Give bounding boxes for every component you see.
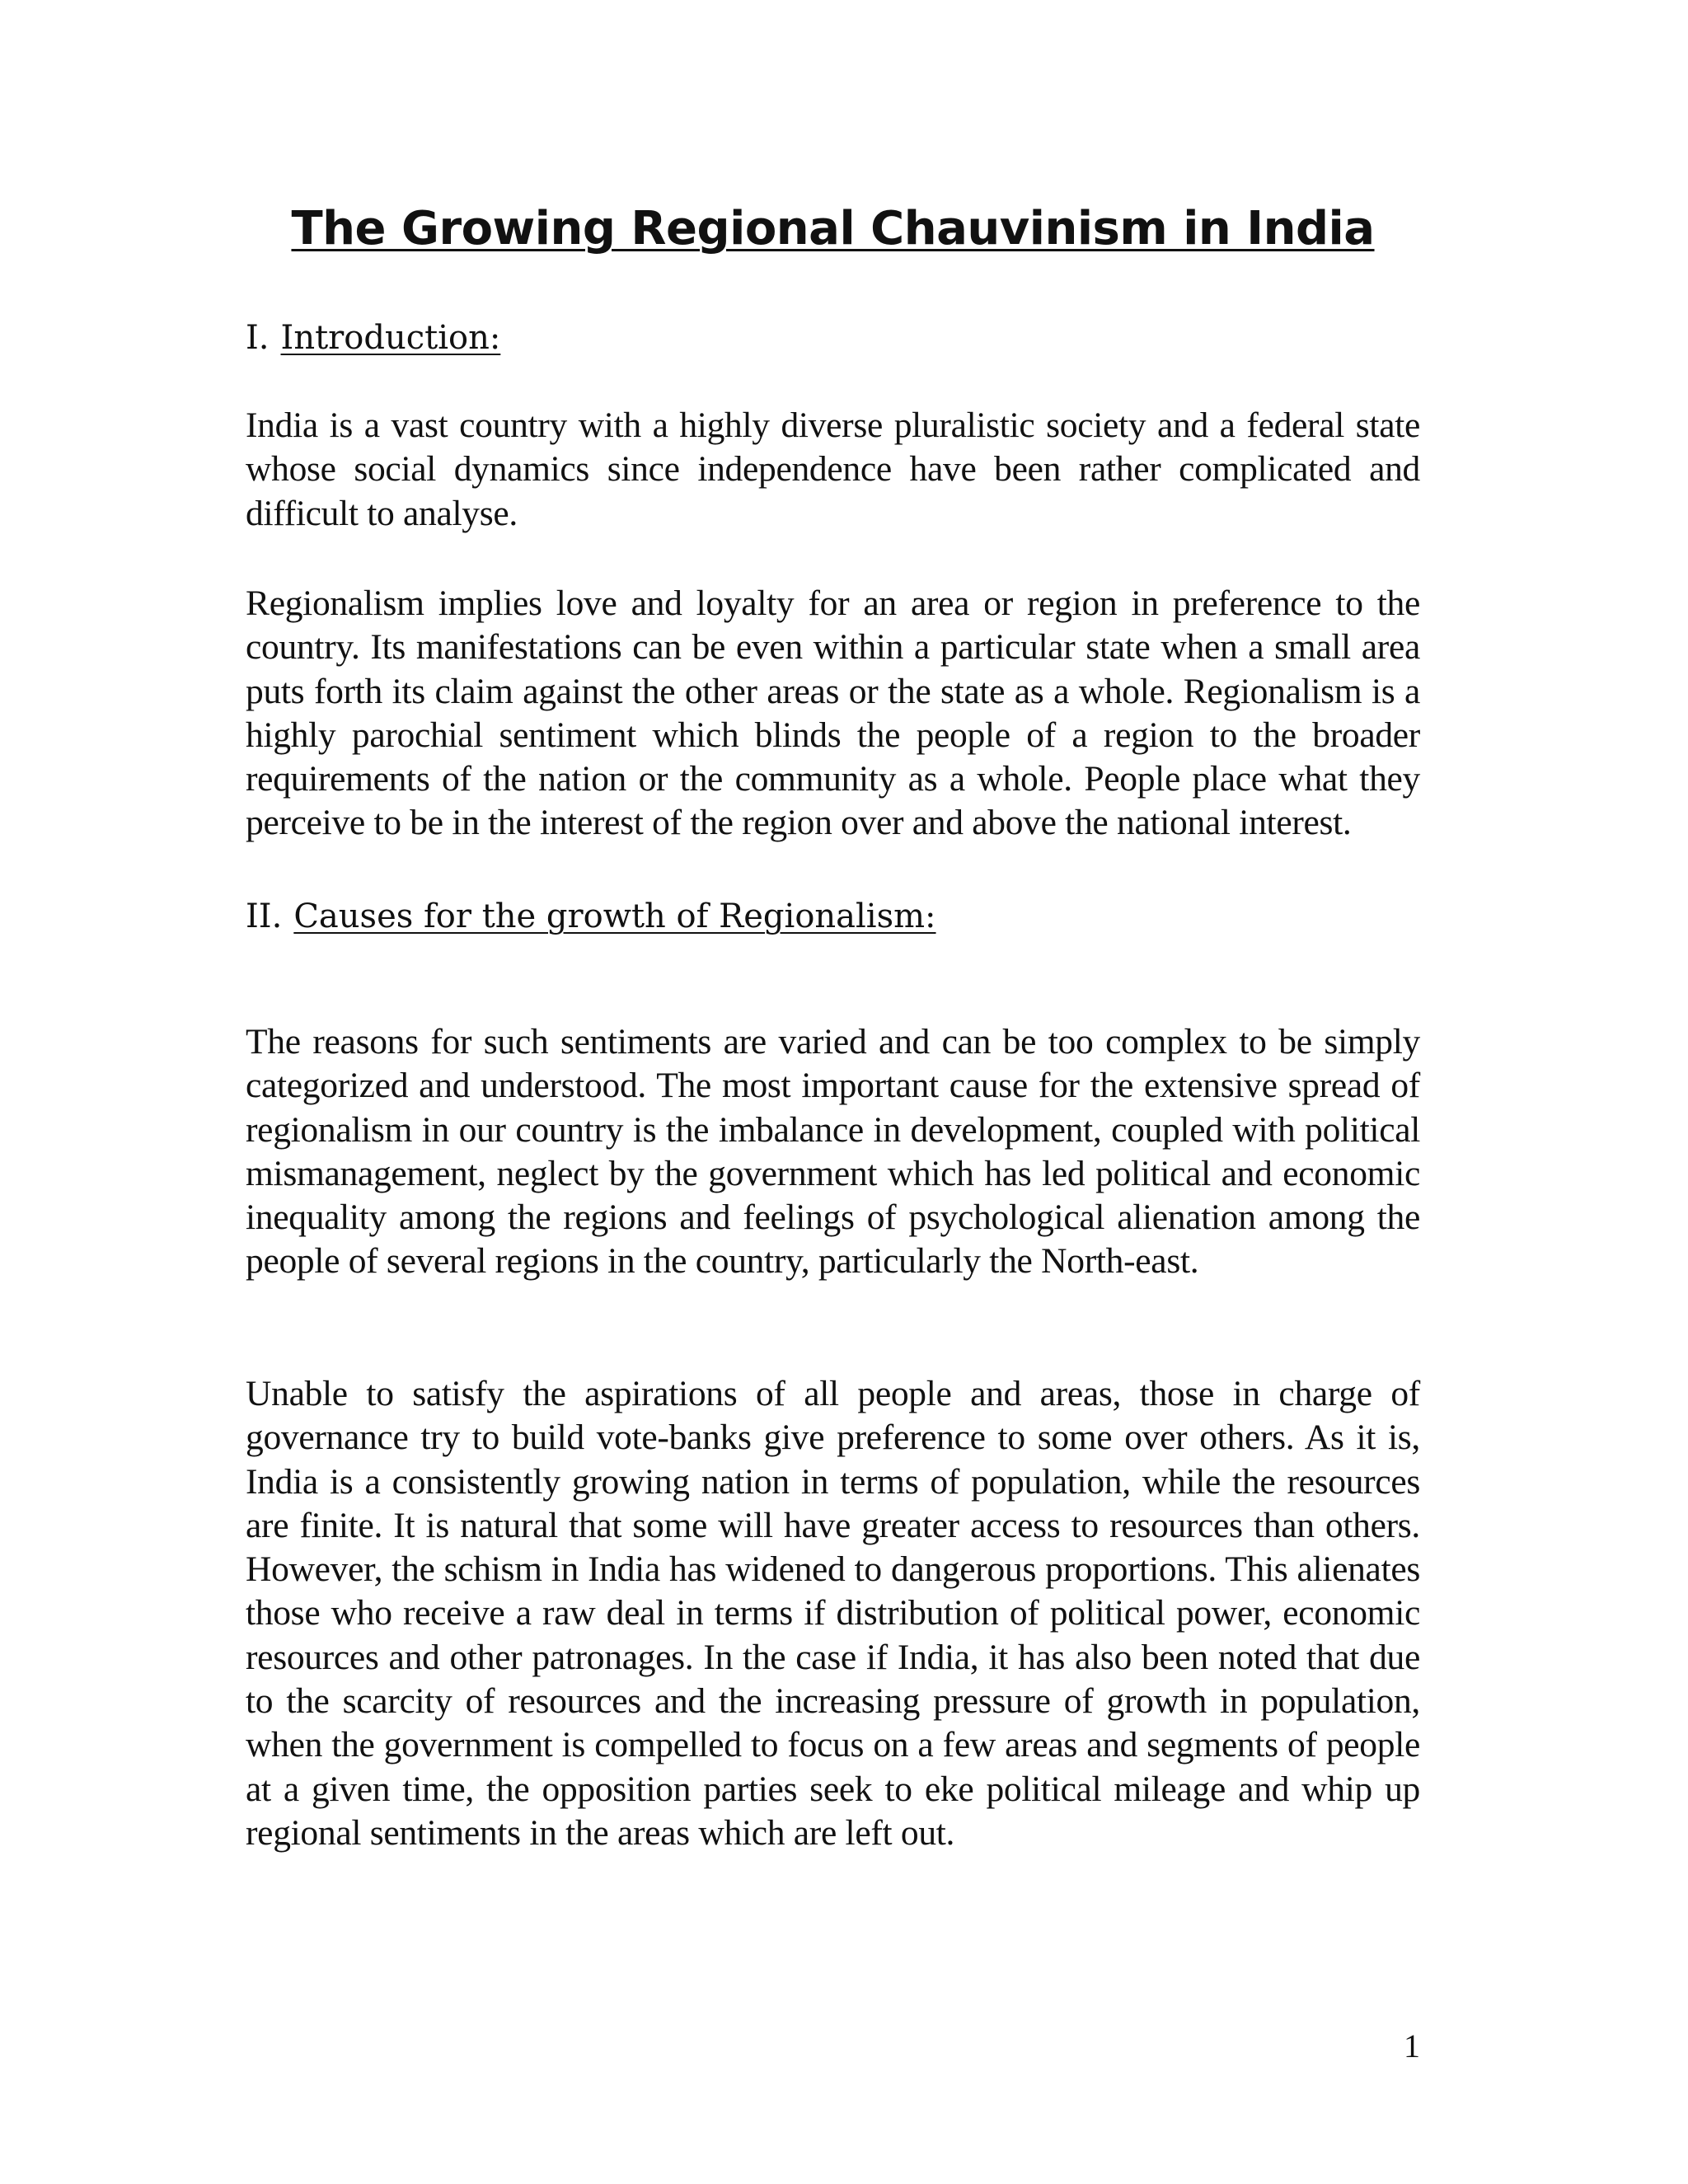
document-title: The Growing Regional Chauvinism in India: [291, 202, 1375, 255]
paragraph-causes-1: The reasons for such sentiments are varied and can be too complex to be simply categorized and understood. The most important cause for the extensive spread of regionalism in our country is the imbalance in development, coupled with political mismanagement, neglect by the government which has led political and economic inequality among the regions and feelings of psychological alienation among the people of several regions in the country, particularly the North-east.: [246, 1022, 1420, 1282]
section-number: I.: [246, 319, 270, 357]
section-heading-introduction: [246, 313, 500, 363]
section-heading-causes: [246, 892, 936, 941]
section-title: Causes for the growth of Regionalism:: [293, 898, 936, 935]
page-number: 1: [1404, 2027, 1420, 2064]
paragraph-intro-2: Regionalism implies love and loyalty for an area or region in preference to the country. Its manifestations can be even within a particular state when a small area puts forth its claim against the other areas or the state as a whole. Regionalism is a highly parochial sentiment which blinds the people of a region to the broader requirements of the nation or the community as a whole. People place what they perceive to be in the interest of the region over and above the national interest.: [246, 583, 1420, 843]
paragraph-causes-2: Unable to satisfy the aspirations of all people and areas, those in charge of governance try to build vote-banks give preference to some over others. As it is, India is a consistently growing nation in terms of population, while the resources are finite. It is natural that some will have greater access to resources than others. However, the schism in India has widened to dangerous proportions. This alienates those who receive a raw deal in terms if distribution of political power, economic resources and other patronages. In the case if India, it has also been noted that due to the scarcity of resources and the increasing pressure of growth in population, when the government is compelled to focus on a few areas and segments of people at a given time, the opposition parties seek to eke political mileage and whip up regional sentiments in the areas which are left out.: [246, 1374, 1420, 1853]
paragraph-intro-1: India is a vast country with a highly diverse pluralistic society and a federal state whose social dynamics since independence have been rather complicated and difficult to analyse.: [246, 405, 1420, 533]
section-number: II.: [246, 898, 283, 935]
section-title: Introduction:: [280, 319, 501, 357]
